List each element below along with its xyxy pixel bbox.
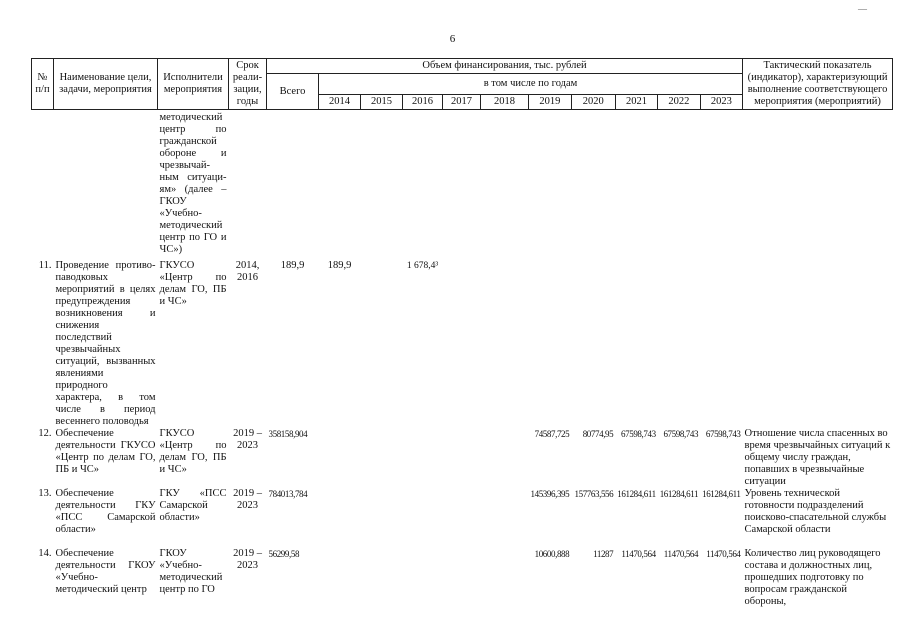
row-year-value: 11470,564 (621, 548, 656, 559)
row-year-value: 80774,95 (582, 428, 614, 439)
row-year-value: 157763,556 (574, 488, 614, 499)
header-col-executors: Исполнители мероприятия (158, 59, 229, 110)
row-term: 2019 – 2023 (233, 427, 262, 451)
row-year-value (481, 548, 529, 608)
table-row (32, 260, 893, 428)
row-year-value (481, 428, 529, 488)
row-executors: ГКУ «ПСС Самарской области» (159, 487, 227, 523)
row-year-value: 161284,611 (702, 488, 741, 499)
row-year-value (700, 260, 742, 428)
row-executors: ГКУСО «Центр по делам ГО, ПБ и ЧС» (159, 427, 227, 475)
row-number: 11. (38, 259, 52, 271)
row-year-value (361, 428, 403, 488)
row-executors: ГКОУ «Учебно-методический центр по ГО (159, 547, 223, 595)
row-year-value (481, 488, 529, 548)
table-row (32, 488, 893, 548)
row-number: 14. (38, 547, 52, 559)
row-year-value: 74587,725 (534, 428, 570, 439)
header-col-number: № п/п (32, 59, 54, 110)
row-year-value (403, 488, 443, 548)
row-year-value: 161284,611 (617, 488, 656, 499)
row-year-value (403, 548, 443, 608)
row-total: 189,9 (280, 259, 305, 271)
table-header (32, 59, 893, 110)
row-name: Обеспечение деятельности ГКУ «ПСС Самарской области» (55, 487, 156, 535)
row-number: 13. (38, 487, 52, 499)
header-year: 2023 (700, 95, 742, 110)
header-col-name: Наименование цели, задачи, мероприятия (54, 59, 158, 110)
header-year: 2022 (658, 95, 700, 110)
header-year: 2014 (319, 95, 361, 110)
header-year: 2015 (361, 95, 403, 110)
row-name: Обеспечение деятельности ГКОУ «Учебно-методический центр (55, 547, 156, 595)
header-year: 2016 (403, 95, 443, 110)
header-col-by-years: в том числе по годам (319, 74, 743, 95)
row-year-value (658, 260, 700, 428)
row-total: 56299,58 (268, 548, 300, 559)
row-year-value: 67598,743 (621, 428, 656, 439)
table-row-continuation (32, 110, 893, 260)
row-year-value: 10600,888 (534, 548, 570, 559)
header-col-term: Срок реали-зации, годы (229, 59, 267, 110)
row-year-value (319, 488, 361, 548)
row-year-value (615, 260, 657, 428)
header-col-indicator: Тактический показатель (индикатор), характеризующий выполнение соответствующего мероприятия (мероприятий) (743, 59, 893, 110)
row-year-value: 161284,611 (659, 488, 699, 499)
header-year: 2018 (481, 95, 529, 110)
header-year: 2017 (443, 95, 481, 110)
row-year-value: 145396,395 (530, 488, 570, 499)
row-name: Проведение противо-паводковых мероприятий в целях предупреждения возникновения и снижения последствий чрезвычайных ситуаций, вызванных явлениями природного характера, в том числе в период весеннего половодья (55, 259, 156, 427)
row-year-value: 67598,743 (663, 428, 699, 439)
row-indicator (743, 260, 893, 428)
row-year-value (319, 548, 361, 608)
header-year: 2021 (615, 95, 657, 110)
row-term: 2019 – 2023 (233, 487, 262, 511)
row-year-value (443, 488, 481, 548)
page-number: 6 (449, 33, 456, 45)
financing-table (31, 58, 893, 608)
row-executors: методический центр по гражданской обороне и чрезвычай-ным ситуаци-ям» (далее – ГКОУ «Учебно-методический центр по ГО и ЧС») (159, 112, 227, 255)
row-year-value (571, 260, 615, 428)
row-year-value (443, 260, 481, 428)
row-year-value: 67598,743 (705, 428, 741, 439)
row-year-value (361, 548, 403, 608)
row-year-value (361, 488, 403, 548)
table-row (32, 548, 893, 608)
row-year-value (481, 260, 529, 428)
header-year: 2019 (529, 95, 572, 110)
table-row (32, 428, 893, 488)
row-term: 2019 – 2023 (233, 547, 262, 571)
row-year-value (443, 548, 481, 608)
row-year-value (529, 260, 572, 428)
header-col-total: Всего (267, 74, 319, 110)
row-indicator: Уровень технической готовности подразделений поисково-спасательной службы Самарской области (744, 487, 887, 535)
row-year-value: 1 678,4³ (406, 260, 439, 271)
row-indicator: Количество лиц руководящего состава и должностных лиц, прошедших подготовку по вопросам гражданской обороны, (744, 547, 881, 607)
row-term: 2014, 2016 (235, 259, 260, 283)
row-indicator: Отношение числа спасенных во время чрезвычайных ситуаций к общему числу граждан, попавших в чрезвычайные ситуации (744, 427, 891, 487)
header-col-funding: Объем финансирования, тыс. рублей (267, 59, 743, 74)
header-year: 2020 (571, 95, 615, 110)
row-year-value (319, 428, 361, 488)
row-year-value (403, 428, 443, 488)
row-year-value (443, 428, 481, 488)
row-total: 358158,904 (268, 428, 308, 439)
row-year-value (361, 260, 403, 428)
row-name: Обеспечение деятельности ГКУСО «Центр по делам ГО, ПБ и ЧС» (55, 427, 156, 475)
row-year-value: 11470,564 (663, 548, 699, 559)
row-year-value: 189,9 (327, 259, 352, 271)
row-year-value: 11470,564 (706, 548, 741, 559)
scan-speck-mark: ― (858, 4, 867, 14)
row-number: 12. (38, 427, 52, 439)
row-total: 784013,784 (268, 488, 308, 499)
row-year-value: 11287 (593, 548, 614, 559)
row-executors: ГКУСО «Центр по делам ГО, ПБ и ЧС» (159, 259, 227, 307)
